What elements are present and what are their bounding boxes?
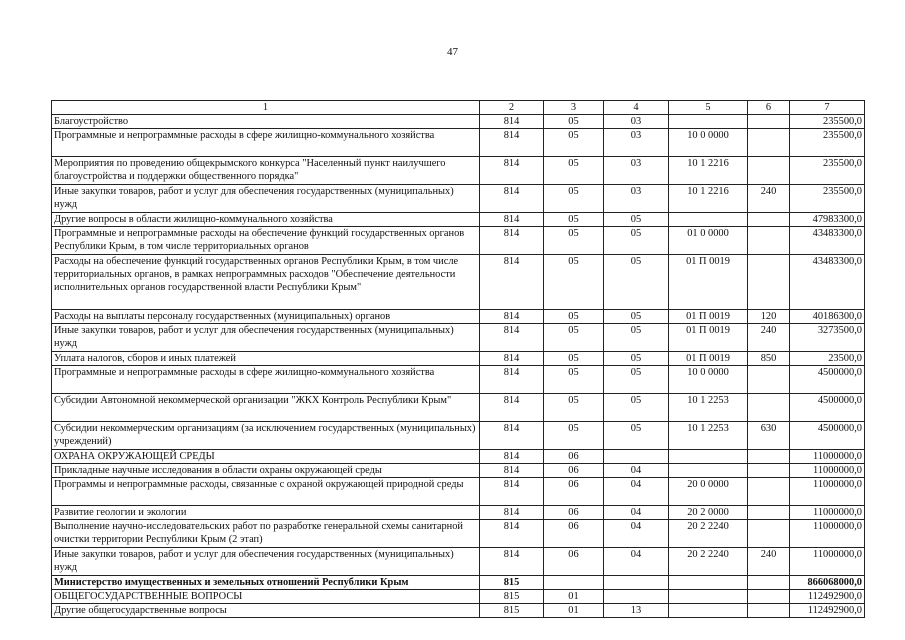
row-amount-cell: 11000000,0 xyxy=(790,506,865,520)
row-amount-cell: 112492900,0 xyxy=(790,590,865,604)
row-amount-cell: 112492900,0 xyxy=(790,604,865,618)
row-amount-cell: 43483300,0 xyxy=(790,227,865,255)
table-row xyxy=(52,520,865,548)
row-code-cell: 814 xyxy=(480,185,544,213)
row-amount-cell: 4500000,0 xyxy=(790,422,865,450)
table-row xyxy=(52,576,865,590)
row-name-cell: Уплата налогов, сборов и иных платежей xyxy=(52,352,480,366)
table-row xyxy=(52,115,865,129)
row-name-cell: Выполнение научно-исследовательских работ по разработке генеральной схемы санитарной очистки территории Республики Крым (2 этап) xyxy=(52,520,480,548)
row-section-cell: 05 xyxy=(544,310,604,324)
row-target-article-cell: 10 1 2216 xyxy=(669,185,748,213)
row-target-article-cell xyxy=(669,590,748,604)
row-code-cell: 814 xyxy=(480,129,544,157)
row-name-cell: Министерство имущественных и земельных отношений Республики Крым xyxy=(52,576,480,590)
row-amount-cell: 3273500,0 xyxy=(790,324,865,352)
row-name-cell: Расходы на выплаты персоналу государственных (муниципальных) органов xyxy=(52,310,480,324)
row-target-article-cell: 20 2 0000 xyxy=(669,506,748,520)
table-body xyxy=(52,115,865,618)
row-target-article-cell xyxy=(669,450,748,464)
row-section-cell: 05 xyxy=(544,185,604,213)
row-target-article-cell xyxy=(669,604,748,618)
row-target-article-cell: 01 П 0019 xyxy=(669,310,748,324)
row-name-cell: Расходы на обеспечение функций государственных органов Республики Крым, в том числе территориальных органов, в рамках непрограммных расходов "Обеспечение деятельности исполнительных органов государственной власти Республики Крым" xyxy=(52,255,480,310)
row-code-cell: 814 xyxy=(480,255,544,310)
table-row xyxy=(52,450,865,464)
row-target-article-cell: 10 1 2253 xyxy=(669,394,748,422)
row-expense-type-cell xyxy=(748,478,790,506)
row-code-cell: 814 xyxy=(480,324,544,352)
row-name-cell: Программы и непрограммные расходы, связанные с охраной окружающей природной среды xyxy=(52,478,480,506)
row-name-cell: Иные закупки товаров, работ и услуг для обеспечения государственных (муниципальных) нужд xyxy=(52,548,480,576)
row-amount-cell: 43483300,0 xyxy=(790,255,865,310)
row-code-cell: 814 xyxy=(480,352,544,366)
row-expense-type-cell xyxy=(748,366,790,394)
row-section-cell: 05 xyxy=(544,129,604,157)
row-amount-cell: 11000000,0 xyxy=(790,478,865,506)
row-code-cell: 814 xyxy=(480,157,544,185)
row-code-cell: 814 xyxy=(480,478,544,506)
table-row xyxy=(52,213,865,227)
row-expense-type-cell xyxy=(748,115,790,129)
row-subsection-cell: 04 xyxy=(604,464,669,478)
row-name-cell: Программные и непрограммные расходы в сфере жилищно-коммунального хозяйства xyxy=(52,129,480,157)
row-expense-type-cell xyxy=(748,604,790,618)
row-section-cell: 05 xyxy=(544,394,604,422)
row-subsection-cell: 05 xyxy=(604,310,669,324)
row-target-article-cell: 20 2 2240 xyxy=(669,548,748,576)
row-expense-type-cell xyxy=(748,506,790,520)
table-row xyxy=(52,478,865,506)
row-amount-cell: 866068000,0 xyxy=(790,576,865,590)
row-section-cell: 06 xyxy=(544,506,604,520)
row-amount-cell: 235500,0 xyxy=(790,129,865,157)
row-name-cell: Другие общегосударственные вопросы xyxy=(52,604,480,618)
row-target-article-cell: 01 П 0019 xyxy=(669,324,748,352)
row-expense-type-cell: 850 xyxy=(748,352,790,366)
row-target-article-cell xyxy=(669,115,748,129)
row-name-cell: Развитие геологии и экологии xyxy=(52,506,480,520)
row-expense-type-cell xyxy=(748,213,790,227)
row-subsection-cell: 05 xyxy=(604,394,669,422)
row-section-cell: 05 xyxy=(544,324,604,352)
row-target-article-cell: 20 2 2240 xyxy=(669,520,748,548)
row-expense-type-cell xyxy=(748,227,790,255)
table-row xyxy=(52,590,865,604)
row-amount-cell: 11000000,0 xyxy=(790,464,865,478)
row-expense-type-cell xyxy=(748,520,790,548)
row-subsection-cell: 04 xyxy=(604,520,669,548)
row-code-cell: 814 xyxy=(480,366,544,394)
page-number: 47 xyxy=(447,46,458,58)
row-code-cell: 814 xyxy=(480,450,544,464)
table-row xyxy=(52,310,865,324)
row-expense-type-cell xyxy=(748,157,790,185)
row-subsection-cell: 05 xyxy=(604,227,669,255)
row-name-cell: Иные закупки товаров, работ и услуг для обеспечения государственных (муниципальных) нужд xyxy=(52,324,480,352)
row-subsection-cell: 05 xyxy=(604,366,669,394)
row-code-cell: 814 xyxy=(480,548,544,576)
row-subsection-cell: 05 xyxy=(604,422,669,450)
table-row xyxy=(52,464,865,478)
row-amount-cell: 47983300,0 xyxy=(790,213,865,227)
row-expense-type-cell: 240 xyxy=(748,548,790,576)
table-row xyxy=(52,324,865,352)
row-amount-cell: 235500,0 xyxy=(790,185,865,213)
row-amount-cell: 11000000,0 xyxy=(790,450,865,464)
row-code-cell: 814 xyxy=(480,422,544,450)
row-target-article-cell: 01 0 0000 xyxy=(669,227,748,255)
row-subsection-cell: 03 xyxy=(604,157,669,185)
row-expense-type-cell xyxy=(748,590,790,604)
row-section-cell: 05 xyxy=(544,352,604,366)
row-amount-cell: 23500,0 xyxy=(790,352,865,366)
row-code-cell: 814 xyxy=(480,394,544,422)
row-subsection-cell xyxy=(604,590,669,604)
row-name-cell: Субсидии Автономной некоммерческой организации "ЖКХ Контроль Республики Крым" xyxy=(52,394,480,422)
row-expense-type-cell xyxy=(748,464,790,478)
row-section-cell: 06 xyxy=(544,464,604,478)
row-subsection-cell: 03 xyxy=(604,185,669,213)
row-expense-type-cell: 240 xyxy=(748,324,790,352)
row-target-article-cell: 20 0 0000 xyxy=(669,478,748,506)
column-header: 5 xyxy=(669,101,748,115)
row-target-article-cell: 10 1 2253 xyxy=(669,422,748,450)
row-section-cell: 06 xyxy=(544,450,604,464)
table-row xyxy=(52,157,865,185)
table-row xyxy=(52,227,865,255)
row-expense-type-cell xyxy=(748,394,790,422)
row-subsection-cell: 05 xyxy=(604,213,669,227)
row-subsection-cell: 03 xyxy=(604,129,669,157)
row-section-cell: 05 xyxy=(544,213,604,227)
table-row xyxy=(52,422,865,450)
table-row xyxy=(52,394,865,422)
row-code-cell: 814 xyxy=(480,464,544,478)
row-subsection-cell: 05 xyxy=(604,324,669,352)
row-subsection-cell xyxy=(604,450,669,464)
column-header: 6 xyxy=(748,101,790,115)
row-section-cell: 05 xyxy=(544,422,604,450)
row-expense-type-cell xyxy=(748,450,790,464)
table-row xyxy=(52,352,865,366)
row-target-article-cell xyxy=(669,576,748,590)
row-section-cell: 05 xyxy=(544,366,604,394)
row-code-cell: 815 xyxy=(480,576,544,590)
row-expense-type-cell: 120 xyxy=(748,310,790,324)
table-row xyxy=(52,255,865,310)
row-section-cell: 05 xyxy=(544,255,604,310)
row-code-cell: 814 xyxy=(480,115,544,129)
row-section-cell: 05 xyxy=(544,115,604,129)
row-amount-cell: 11000000,0 xyxy=(790,520,865,548)
row-name-cell: ОБЩЕГОСУДАРСТВЕННЫЕ ВОПРОСЫ xyxy=(52,590,480,604)
column-header: 1 xyxy=(52,101,480,115)
row-target-article-cell: 10 0 0000 xyxy=(669,366,748,394)
row-section-cell: 06 xyxy=(544,548,604,576)
row-section-cell: 05 xyxy=(544,227,604,255)
row-code-cell: 814 xyxy=(480,506,544,520)
row-expense-type-cell xyxy=(748,129,790,157)
row-name-cell: Субсидии некоммерческим организациям (за исключением государственных (муниципальных) учреждений) xyxy=(52,422,480,450)
table-row xyxy=(52,604,865,618)
row-target-article-cell: 01 П 0019 xyxy=(669,352,748,366)
row-amount-cell: 4500000,0 xyxy=(790,394,865,422)
column-header: 4 xyxy=(604,101,669,115)
row-name-cell: Программные и непрограммные расходы на обеспечение функций государственных органов Республики Крым, в том числе территориальных органов xyxy=(52,227,480,255)
row-target-article-cell: 10 0 0000 xyxy=(669,129,748,157)
table-row xyxy=(52,185,865,213)
row-subsection-cell xyxy=(604,576,669,590)
table-row xyxy=(52,129,865,157)
row-amount-cell: 4500000,0 xyxy=(790,366,865,394)
row-subsection-cell: 05 xyxy=(604,352,669,366)
row-section-cell: 01 xyxy=(544,590,604,604)
row-expense-type-cell xyxy=(748,255,790,310)
row-target-article-cell xyxy=(669,213,748,227)
row-name-cell: Иные закупки товаров, работ и услуг для обеспечения государственных (муниципальных) нужд xyxy=(52,185,480,213)
row-section-cell xyxy=(544,576,604,590)
row-expense-type-cell xyxy=(748,576,790,590)
row-name-cell: Программные и непрограммные расходы в сфере жилищно-коммунального хозяйства xyxy=(52,366,480,394)
row-section-cell: 06 xyxy=(544,520,604,548)
row-section-cell: 06 xyxy=(544,478,604,506)
column-header: 2 xyxy=(480,101,544,115)
row-subsection-cell: 05 xyxy=(604,255,669,310)
row-amount-cell: 40186300,0 xyxy=(790,310,865,324)
row-name-cell: ОХРАНА ОКРУЖАЮЩЕЙ СРЕДЫ xyxy=(52,450,480,464)
row-amount-cell: 235500,0 xyxy=(790,157,865,185)
row-subsection-cell: 04 xyxy=(604,506,669,520)
row-subsection-cell: 03 xyxy=(604,115,669,129)
row-target-article-cell: 01 П 0019 xyxy=(669,255,748,310)
row-amount-cell: 235500,0 xyxy=(790,115,865,129)
row-subsection-cell: 04 xyxy=(604,478,669,506)
table-row xyxy=(52,366,865,394)
row-amount-cell: 11000000,0 xyxy=(790,548,865,576)
row-code-cell: 814 xyxy=(480,520,544,548)
row-code-cell: 815 xyxy=(480,604,544,618)
row-name-cell: Прикладные научные исследования в области охраны окружающей среды xyxy=(52,464,480,478)
table-header xyxy=(52,101,865,115)
table-row xyxy=(52,548,865,576)
row-name-cell: Другие вопросы в области жилищно-коммунального хозяйства xyxy=(52,213,480,227)
row-section-cell: 01 xyxy=(544,604,604,618)
row-subsection-cell: 04 xyxy=(604,548,669,576)
row-code-cell: 814 xyxy=(480,213,544,227)
budget-table xyxy=(51,100,865,618)
table-row xyxy=(52,506,865,520)
header-row xyxy=(52,101,865,115)
row-section-cell: 05 xyxy=(544,157,604,185)
row-code-cell: 814 xyxy=(480,227,544,255)
row-code-cell: 814 xyxy=(480,310,544,324)
row-target-article-cell: 10 1 2216 xyxy=(669,157,748,185)
row-expense-type-cell: 630 xyxy=(748,422,790,450)
row-subsection-cell: 13 xyxy=(604,604,669,618)
column-header: 7 xyxy=(790,101,865,115)
column-header: 3 xyxy=(544,101,604,115)
row-name-cell: Благоустройство xyxy=(52,115,480,129)
row-target-article-cell xyxy=(669,464,748,478)
row-name-cell: Мероприятия по проведению общекрымского конкурса "Населенный пункт наилучшего благоустройства и поддержки общественного порядка" xyxy=(52,157,480,185)
row-expense-type-cell: 240 xyxy=(748,185,790,213)
row-code-cell: 815 xyxy=(480,590,544,604)
